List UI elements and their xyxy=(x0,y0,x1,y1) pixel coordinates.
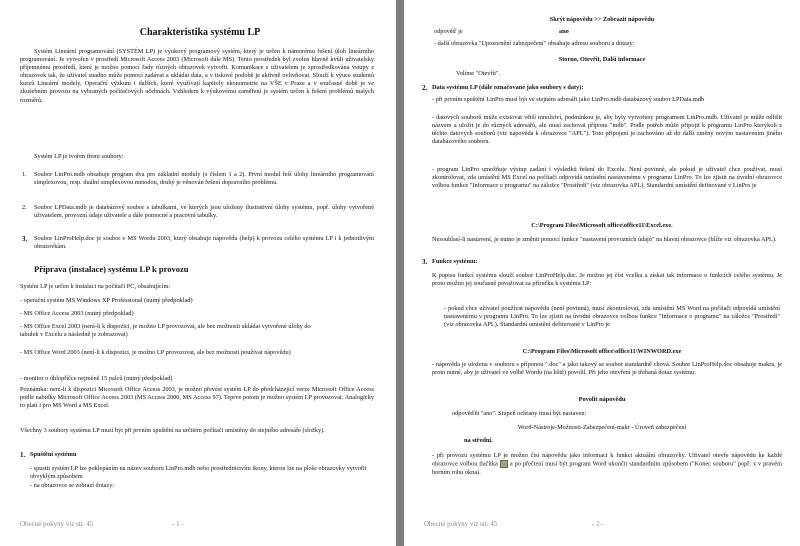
intro-paragraph: Systém Lineární programování (SYSTÉM LP) je výukový programový systém, který je určen k námorému řešení úloh lineárního programování. Je vytvořen v prostředí Microsoft Access 2003 (Microsoft dále MS). Tento prostředek byl zvolen hlavně kvůli uživatelsky příjemnému prostředí, které je možno pomocí řady různých obrazovek vytvořit. Komunikace s uživatelem je zprostředkována vstupy z obrazovek tak, že uživatel snadno může pomocí zadávat a ukládat data, a v tiskové podobě je aktivně ovlivňovat. Slouží k výuce studentů kurzů Lineární modely, Operační výzkum i dalších, které využívají kapitoly ekonometrie na VŠE v Praze a v současné době je ve zkušebním provozu na vybraných počítačových učebnách. Vzhledem k výukovému zaměření je systém určen k řešení problémů malých rozměrů. xyxy=(20,48,374,104)
requirement-word: - MS Office Word 2003 (není-li k dispozici, je možno LP provozovat, ale bez možnosti používat nápovědu) xyxy=(20,349,291,356)
answer-yes-line: odpověďět "ano". Stupeň ochrany musí být nastaven: xyxy=(452,410,587,417)
step-title: Spuštění systému xyxy=(30,451,77,458)
open-choice-line: Volíme "Otevřít". xyxy=(456,70,501,77)
note-paragraph: Poznámka: není-li k dispozici Microsoft Office Access 2003, je možno převést systém LP do předcházející verze Microsoft Office Access podle nabídky Microsoft Office Access 2003 (MS Access 2000, MS Access 97). Teprve potom je možno systém LP provozovat. Analogicky to platí i pro MS Word a MS Excel. xyxy=(20,386,374,410)
consists-line: Systém LP je tvořen třemi soubory: xyxy=(34,153,124,160)
word-security-path: Word-Nástroje-Možnosti-Zabezpečení-makr - Úroveň zabezpečení xyxy=(517,424,687,431)
word-path: C:\Program Files\Microsoft office\office11\WINWORD.exe xyxy=(522,348,682,355)
excel-path: C:\Program Files\Microsoft office\office11\Excel.exe. xyxy=(531,222,673,229)
list-item-lpdata: Soubor LPData.mdb je databázový soubor s tabulkami, ve kterých jsou uloženy ilustrativní úlohy systému, popř. úlohy vytvořené uživatelem, provozní údaje uživatele a dále pomocné a pracovní tabulky. xyxy=(34,204,374,220)
settings-note: Nesouhlasí-li nastavení, je nutno je změnit pomocí funkce "nastavení provozních údajů" na hlavní obrazovce (blíže viz obrazovka APL). xyxy=(432,236,777,243)
functions-item-3 xyxy=(432,452,782,477)
list-number: 3. xyxy=(22,235,28,243)
page-1 xyxy=(0,0,396,546)
functions-item-1: - pokud chce uživatel používat nápovědu (není povinná), musí zkontrolovat, zda umístění MS Word na počítači odpovídá umístění nastavenému v programu LinPro. To lze zjistit na úvodní obrazovce volbou funkce "Informace o programu" na záložce "Prostředí" (viz obrazovka APL). Standardní umístění definované v LinPro je xyxy=(444,305,780,329)
section-number: 3. xyxy=(422,258,428,266)
page-number: - 2 - xyxy=(592,520,604,528)
page-title: Charakteristika systému LP xyxy=(139,27,261,38)
list-item-linprohelp: Soubor LinProHelp.doc je soubor v MS Wordu 2003, který obsahuje nápovědu (help) k provozu celého systému LP i k jednotlivým obrazovkám. xyxy=(34,235,374,251)
page-number: - 1 - xyxy=(172,520,184,528)
requirement-excel: - MS Office Excel 2003 (není-li k dispozici, je možno LP provozovat, ale bez možnosti ukládat vytvořené úlohy do tabulek v Excelu a následně je zobrazovat) xyxy=(20,323,311,339)
section-title-data: Data systému LP (dále označované jako soubory s daty): xyxy=(432,84,584,91)
help-button-icon xyxy=(500,460,508,468)
page-2 xyxy=(404,0,800,546)
allow-help-line: Povolit nápovědu xyxy=(578,396,626,403)
requirement-monitor: - monitor o úhlopříčce nejméně 15 palců (nutný předpoklad) xyxy=(20,375,173,382)
data-item-3: - program LinPro umožňuje výstup zadání i výsledků řešení do Excelu. Není povinné, ale pokud je uživatel chce používat, musí zkontrolovat, zda umístění MS Excel na počítači odpovídá umístění nastavenému v programu LinPro. To lze zjistit na úvodní obrazovce volbou funkce "Informace o programu" na záložce "Prostředí" (viz obrazovka APL). Standardní umístění definované v LinPro je xyxy=(432,166,782,190)
list-number: 2. xyxy=(22,204,27,211)
data-item-2: - datových souborů může existovat větší množství, podmínkou je, aby byly vytvořeny programem LinPro.mdb. Uživatel je může odlišit názvem a uložit je do různých adresářů, ale musí zachovat příponu "mdb". Podle potřeb může připojit k programu LinPro kterýkoli z těchto datových souborů (viz nápověda k obrazovce "APL"). Toto připojení je zachováno až do další změny novým nastavením jiného databázového souboru. xyxy=(432,114,782,146)
requirement-access: - MS Office Access 2003 (nutný předpoklad) xyxy=(20,310,134,317)
dialog-buttons-line: Storno, Otevřít, Další informace xyxy=(558,56,646,63)
list-item-linpro: Soubor LinPro.mdb obsahuje program dva pro základní moduly (s číslem 1 a 2). První modul řeší úlohy lineárního programování simplexovou, resp. duální simplexovou metodou, druhý je věnován řešení dopravního problému. xyxy=(34,171,374,187)
copy-paragraph: Všechny 3 soubory systému LP musí být při prvním spuštění na určitém počítači umístěny do stejného adresáře (složky). xyxy=(20,427,325,434)
medium-level-line: na střední. xyxy=(464,437,493,444)
functions-intro: K popisu funkcí systému slouží soubor LinProHelp.doc. Je možno jej číst vcelku a získat tak informace o funkcích celého systému. Je proto možno jej současně považovat za příručku k systému LP: xyxy=(432,272,782,288)
functions-item-2: - nápověda je uložena v souboru s příponou ".doc" a jako takový se soubor standardně chová. Soubor LinProHelp.doc obsahuje makra, je proto nutné, aby je uživatel ve volbě Wordu (na liště) povolil. Při jeho otevření je třebaná dotaz systému: xyxy=(432,361,782,377)
help-toggle-line: Skrýt nápovědu >> Zobrazit nápovědu xyxy=(549,16,655,23)
list-number: 1. xyxy=(22,171,27,178)
answer-label: odpověď je xyxy=(434,28,463,35)
answer-value: ano xyxy=(559,28,569,35)
section-heading: Příprava (instalace) systému LP k provozu xyxy=(34,264,189,274)
functions-item-3-text: - při provozu systému LP je možno číst nápovědu jako informaci k funkci aktuální obrazovky. Uživatel otevře nápovědu ke každé obrazovce volbou tlačítka xyxy=(432,452,782,468)
step-number: 1. xyxy=(20,451,26,459)
step-line-1: - spustit systém LP lze poklepáním na název souboru LinPro.mdb nebo prostřednictvím ikony, kterou lze na ploše obrazovky vytvořit obvyklým způsobem xyxy=(30,465,367,481)
footer-note: Obecné pokyny viz str. 45 xyxy=(20,520,94,528)
data-item-1: - při prvním spuštění LinPro musí být ve stejném adresáři jako LinPro.mdb databázový soubor LPData.mdb xyxy=(432,96,705,103)
requirement-os: - operační systém MS Windows XP Professional (nutný předpoklad) xyxy=(20,297,193,304)
install-intro: Systém LP je určen k instalaci na počítači PC, obsahujícím: xyxy=(20,283,171,290)
section-number: 2. xyxy=(422,84,428,92)
step-line-2: - na obrazovce se zobrazí dotazy: xyxy=(30,482,115,489)
security-warning-line: - další obrazovka "Upozornění zabezpečení" obsahuje adresu souboru a dotazy: xyxy=(434,40,635,47)
footer-note: Obecné pokyny viz str. 45 xyxy=(424,520,498,528)
functions-item-3-text-end: a po přečtení musí být program Word ukončit standardním způsobem ("Konec souboru" popř. x v pravém horním rohu okna). xyxy=(432,460,783,476)
section-title-functions: Funkce systému: xyxy=(432,258,478,265)
